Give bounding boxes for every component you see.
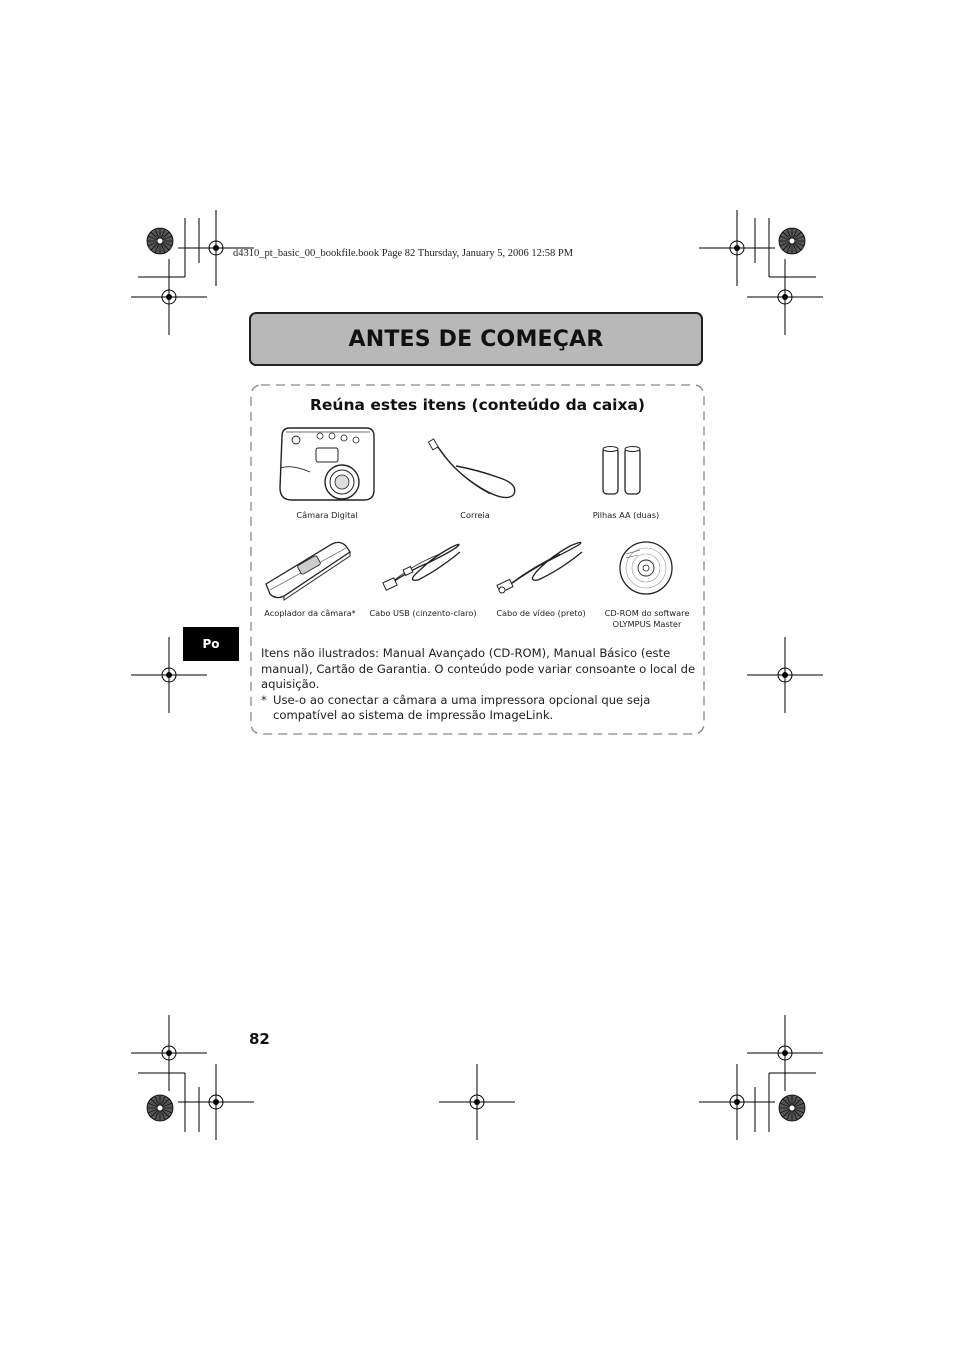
footnote-marker: * bbox=[261, 692, 267, 707]
item-caption: Pilhas AA (duas) bbox=[592, 510, 660, 520]
section-subtitle: Reúna estes itens (conteúdo da caixa) bbox=[309, 396, 646, 414]
item-caption: Câmara Digital bbox=[296, 510, 358, 520]
footnote-text: Use-o ao conectar a câmara a uma impressora opcional que seja compatível ao sistema de impressão ImageLink. bbox=[273, 692, 651, 722]
contents-notes bbox=[261, 646, 697, 724]
page-title: ANTES DE COMEÇAR bbox=[348, 326, 604, 352]
cd-rom-icon bbox=[618, 540, 674, 596]
footnote bbox=[261, 693, 697, 724]
not-illustrated-text: Itens não ilustrados: Manual Avançado (CD-ROM), Manual Básico (este manual), Cartão de Garantia. O conteúdo pode variar consoante o local de aquisição. bbox=[261, 646, 696, 691]
item-caption: Cabo de vídeo (preto) bbox=[496, 608, 586, 618]
item-caption: Acoplador da câmara* bbox=[264, 608, 356, 618]
language-tab bbox=[183, 627, 239, 661]
item-caption-line: CD-ROM do software bbox=[604, 608, 690, 618]
dock-icon bbox=[262, 538, 354, 602]
item-caption: Cabo USB (cinzento-claro) bbox=[369, 608, 477, 618]
page-number: 82 bbox=[249, 1030, 270, 1048]
camera-icon bbox=[276, 424, 378, 506]
strap-icon bbox=[428, 440, 520, 502]
title-banner bbox=[249, 312, 703, 366]
file-info-line: d4310_pt_basic_00_bookfile.book Page 82 Thursday, January 5, 2006 12:58 PM bbox=[233, 248, 574, 259]
item-caption bbox=[596, 608, 698, 630]
batteries-icon bbox=[600, 444, 646, 496]
item-caption: Correia bbox=[460, 510, 490, 520]
usb-cable-icon bbox=[380, 540, 466, 600]
item-caption-line: OLYMPUS Master bbox=[612, 619, 682, 629]
video-cable-icon bbox=[494, 540, 588, 600]
language-tab-label: Po bbox=[202, 637, 220, 651]
